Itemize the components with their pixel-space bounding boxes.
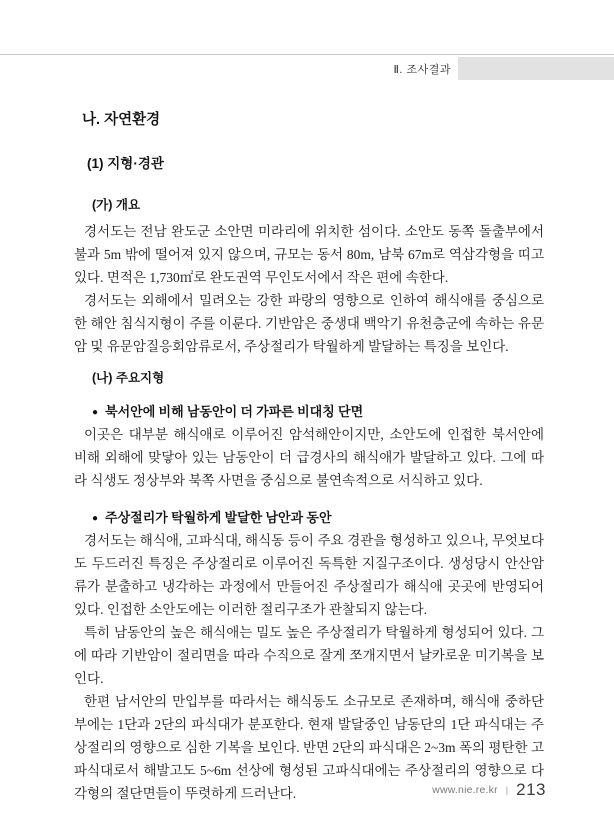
footer-divider: | <box>505 785 509 795</box>
content-column <box>74 102 544 805</box>
page-title: 나. 자연환경 <box>82 112 161 128</box>
bullet-icon: ● <box>92 513 99 524</box>
page-number: 213 <box>516 780 546 799</box>
subsection-heading-overview: (가) 개요 <box>92 198 141 212</box>
landform-paragraph: 한편 남서안의 만입부를 따라서는 해식동도 소규모로 존재하며, 해식애 중하단부에는 1단과 2단의 파식대가 분포한다. 현재 발달중인 남동단의 1단 파식대는 주상절리의 영향으로 심한 기복을 보인다. 반면 2단의 파식대은 2~3m 폭의 평탄한 고파식대로서 해발고도 5~6m 선상에 형성된 고파식대에는 주상절리의 영향으로 다각형의 절단면들이 뚜렷하게 드러난다. <box>74 694 544 801</box>
bullet-heading-label: 주상절리가 탁월하게 발달한 남안과 동안 <box>105 510 332 525</box>
header-rule <box>0 54 614 55</box>
footer-website: www.nie.re.kr <box>432 784 498 796</box>
bullet-heading-label: 북서안에 비해 남동안이 더 가파른 비대칭 단면 <box>105 404 364 419</box>
bullet-heading <box>92 401 544 423</box>
overview-paragraph: 경서도는 외해에서 밀려오는 강한 파랑의 영향으로 인하여 해식애를 중심으로 한 해안 침식지형이 주를 이룬다. 기반암은 중생대 백악기 유천층군에 속하는 유문암 및 유문암질응회암류로서, 주상절리가 탁월하게 발달하는 특징을 보인다. <box>74 293 544 354</box>
landform-paragraph: 이곳은 대부분 해식애로 이루어진 암석해안이지만, 소안도에 인접한 북서안에 비해 외해에 맞닿아 있는 남동안이 더 급경사의 해식애가 발달하고 있다. 그에 따라 식생도 정상부와 북쪽 사면을 중심으로 불연속적으로 서식하고 있다. <box>74 427 544 488</box>
bullet-heading <box>92 507 544 529</box>
page-footer <box>432 780 546 800</box>
subsection-heading-landforms: (나) 주요지형 <box>92 371 165 385</box>
header-chapter-label: Ⅱ. 조사결과 <box>393 64 451 76</box>
header-chapter-tab <box>458 57 614 80</box>
bullet-icon: ● <box>92 407 99 418</box>
landform-paragraph: 경서도는 해식애, 고파식대, 해식동 등이 주요 경관을 형성하고 있으나, 무엇보다도 두드러진 특징은 주상절리로 이루어진 독특한 지질구조이다. 생성당시 안산암류가 분출하고 냉각하는 과정에서 만들어진 주상절리가 해식애 곳곳에 반영되어 있다. 인접한 소안도에는 이러한 절리구조가 관찰되지 않는다. <box>74 533 544 617</box>
overview-paragraph: 경서도는 전남 완도군 소안면 미라리에 위치한 섬이다. 소안도 동쪽 돌출부에서 불과 5m 밖에 떨어져 있지 않으며, 규모는 동서 80m, 남북 67m로 역삼각형을 띠고 있다. 면적은 1,730㎡로 완도권역 무인도서에서 작은 편에 속한다. <box>74 224 544 285</box>
section-heading: (1) 지형·경관 <box>87 156 164 171</box>
landform-paragraph: 특히 남동안의 높은 해식애는 밀도 높은 주상절리가 탁월하게 형성되어 있다. 그에 따라 기반암이 절리면을 따라 수직으로 잘게 쪼개지면서 날카로운 미기복을 보인다. <box>74 625 544 686</box>
